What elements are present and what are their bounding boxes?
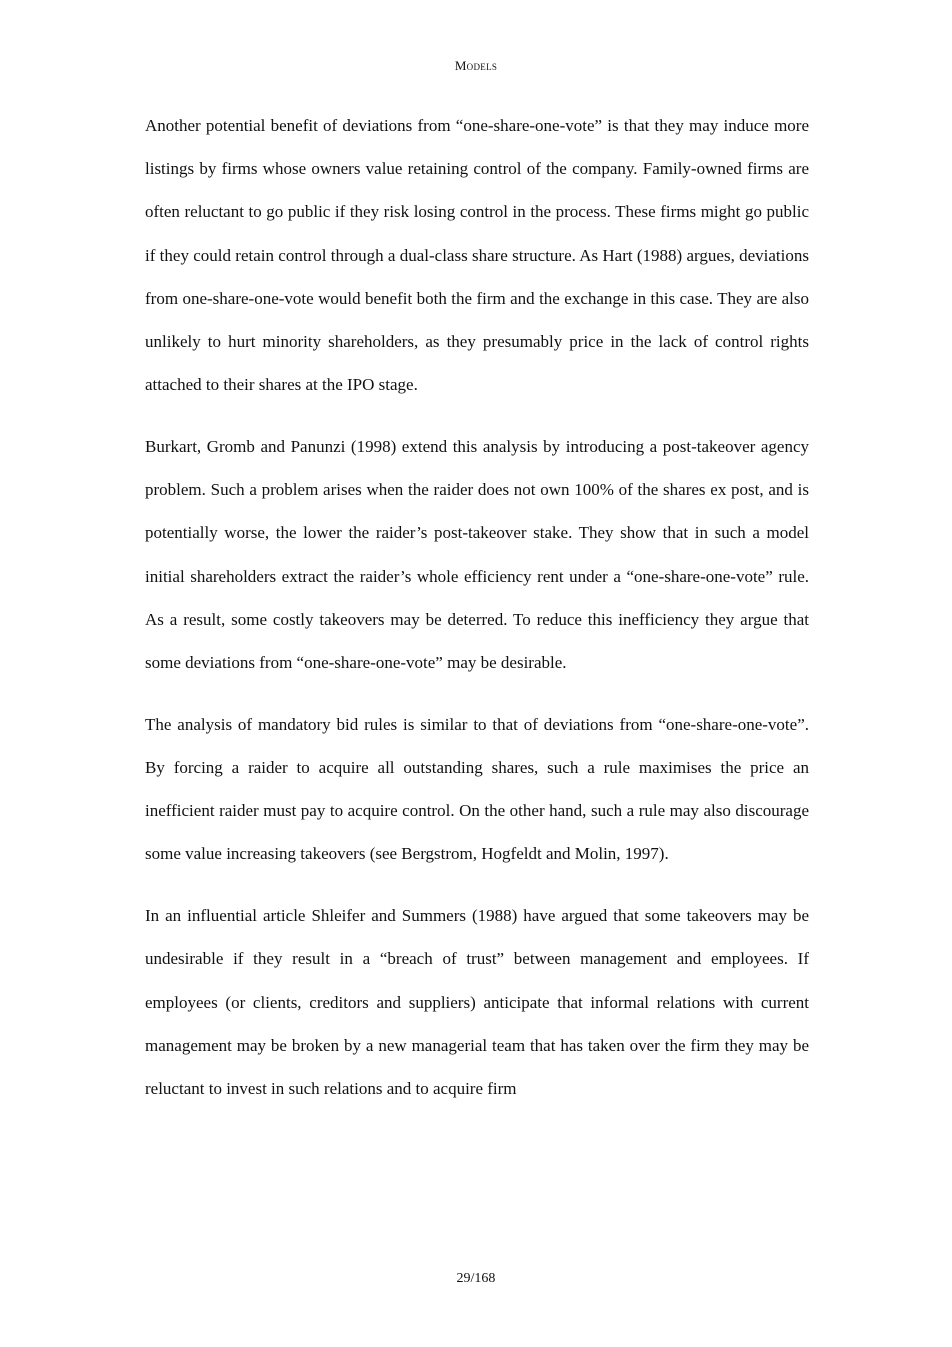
paragraph-mandatory-bid-rules: The analysis of mandatory bid rules is similar to that of deviations from “one-share-one-vote”. By forcing a raider to acquire all outstanding shares, such a rule maximises the price an inefficient raider must pay to acquire control. On the other hand, such a rule may also discourage some value increasing takeovers (see Bergstrom, Hogfeldt and Molin, 1997). <box>145 714 809 864</box>
paragraph-one-share-one-vote-listings: Another potential benefit of deviations from “one-share-one-vote” is that they may induce more listings by firms whose owners value retaining control of the company. Family-owned firms are often reluctant to go public if they risk losing control in the process. These firms might go public if they could retain control through a dual-class share structure. As Hart (1988) argues, deviations from one-share-one-vote would benefit both the firm and the exchange in this case. They are also unlikely to hurt minority shareholders, as they presumably price in the lack of control rights attached to their shares at the IPO stage. <box>145 116 809 395</box>
body-text <box>145 104 809 1129</box>
paragraph-shleifer-summers: In an influential article Shleifer and Summers (1988) have argued that some takeovers may be undesirable if they result in a “breach of trust” between management and employees. If employees (or clients, creditors and suppliers) anticipate that informal relations with current management may be broken by a new managerial team that has taken over the firm they may be reluctant to invest in such relations and to acquire firm <box>145 906 809 1099</box>
running-header: Models <box>454 58 498 73</box>
page-number: 29/168 <box>456 1271 496 1286</box>
paragraph-burkart-gromb-panunzi: Burkart, Gromb and Panunzi (1998) extend this analysis by introducing a post-takeover agency problem. Such a problem arises when the raider does not own 100% of the shares ex post, and is potentially worse, the lower the raider’s post-takeover stake. They show that in such a model initial shareholders extract the raider’s whole efficiency rent under a “one-share-one-vote” rule. As a result, some costly takeovers may be deterred. To reduce this inefficiency they argue that some deviations from “one-share-one-vote” may be desirable. <box>145 437 809 673</box>
